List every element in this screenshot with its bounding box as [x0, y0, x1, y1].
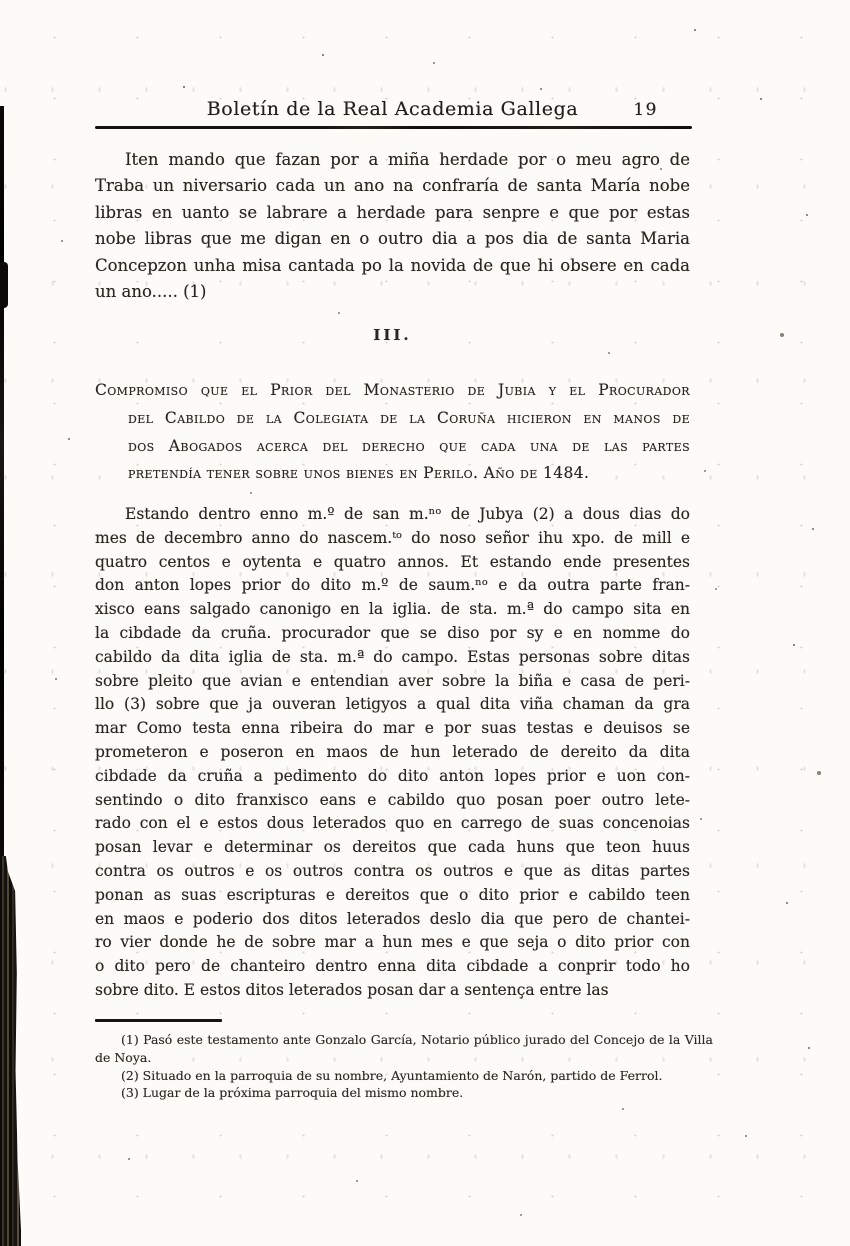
- text-line: ro vier donde he de sobre mar a hun mes e que seja o dito prior con: [95, 933, 690, 952]
- text-line: sentindo o dito franxisco eans e cabildo quo posan poer outro lete-: [95, 790, 690, 809]
- text-line: xisco eans salgado canonigo en la iglia. de sta. m.ª do campo sita en: [95, 600, 690, 619]
- journal-title: Boletín de la Real Academia Gallega: [206, 98, 579, 120]
- scan-edge-artifact-band: [0, 856, 21, 1246]
- text-line: llo (3) sobre que ja ouveran letigyos a qual dita viña chaman da gra: [95, 695, 690, 714]
- text-line: un ano..... (1): [95, 282, 207, 302]
- testament-paragraph: [95, 147, 690, 305]
- header-rule: [95, 126, 692, 129]
- text-line: contra os outros e os outros contra os outros e que as ditas partes: [95, 861, 690, 880]
- text-line: quatro centos e oytenta e quatro annos. Et estando ende presentes: [95, 552, 690, 571]
- text-line: Concepzon unha misa cantada po la novida de que hi obsere en cada: [95, 255, 690, 275]
- footnote-line: (2) Situado en la parroquia de su nombre, Ayuntamiento de Narón, partido de Ferrol.: [121, 1067, 663, 1083]
- text-line: mar Como testa enna ribeira do mar e por suas testas e deuisos se: [95, 719, 690, 738]
- text-line: ponan as suas escripturas e dereitos que o dito prior e cabildo teen: [95, 885, 690, 904]
- section-title-line: del Cabildo de la Colegiata de la Coruña hicieron en manos de: [128, 408, 690, 427]
- footnote-line: (1) Pasó este testamento ante Gonzalo García, Notario público jurado del Concejo de la Villa: [121, 1032, 713, 1047]
- scan-edge-artifact-thin: [0, 106, 4, 862]
- page-number: 19: [633, 100, 658, 120]
- section-title: [95, 377, 690, 488]
- footnotes: [95, 1031, 713, 1102]
- section-title-line: pretendía tener sobre unos bienes en Perilo. Año de 1484.: [128, 464, 590, 483]
- text-line: en maos e poderio dos ditos leterados deslo dia que pero de chantei-: [95, 909, 690, 928]
- text-line: libras en uanto se labrare a herdade para senpre e que por estas: [95, 202, 690, 222]
- text-line: don anton lopes prior do dito m.º de saum.ⁿᵒ e da outra parte fran-: [95, 576, 690, 595]
- text-line: prometeron e poseron en maos de hun leterado de dereito da dita: [95, 742, 690, 761]
- text-line: rado con el e estos dous leterados quo en carrego de suas concenoias: [95, 814, 690, 833]
- section-title-line: Compromiso que el Prior del Monasterio de Jubia y el Procurador: [95, 381, 690, 399]
- scan-noise-specks: [0, 0, 2, 2]
- text-line: Estando dentro enno m.º de san m.ⁿᵒ de Jubya (2) a dous dias do: [125, 505, 690, 523]
- text-line: o dito pero de chanteiro dentro enna dita cibdade a conprir todo ho: [95, 957, 690, 976]
- section-title-line: dos Abogados acerca del derecho que cada una de las partes: [128, 436, 690, 455]
- text-line: Traba un niversario cada un ano na confraría de santa María nobe: [95, 176, 690, 196]
- footnote-line: (3) Lugar de la próxima parroquia del mismo nombre.: [121, 1085, 464, 1101]
- text-line: cibdade da cruña a pedimento do dito anton lopes prior e uon con-: [95, 766, 690, 785]
- document-paragraph: [95, 503, 690, 1003]
- text-line: cabildo da dita iglia de sta. m.ª do campo. Estas personas sobre ditas: [95, 647, 690, 666]
- section-number: III.: [373, 326, 412, 344]
- text-line: sobre pleito que avian e entendian aver sobre la biña e casa de peri-: [95, 671, 690, 690]
- text-line: nobe libras que me digan en o outro dia a pos dia de santa Maria: [95, 229, 690, 249]
- text-line: sobre dito. E estos ditos leterados posan dar a sentença entre las: [95, 980, 609, 999]
- text-line: mes de decembro anno do nascem.ᵗᵒ do noso señor ihu xpo. de mill e: [95, 528, 690, 547]
- text-line: Iten mando que fazan por a miña herdade por o meu agro de: [125, 150, 690, 169]
- scan-edge-artifact-blob: [0, 262, 8, 308]
- page-header: [95, 98, 690, 120]
- footnote-line: de Noya.: [95, 1049, 152, 1065]
- text-line: posan levar e determinar os dereitos que cada huns que teon huus: [95, 838, 690, 857]
- footnote-separator: [95, 1019, 222, 1022]
- text-line: la cibdade da cruña. procurador que se diso por sy e en nomme do: [95, 623, 690, 642]
